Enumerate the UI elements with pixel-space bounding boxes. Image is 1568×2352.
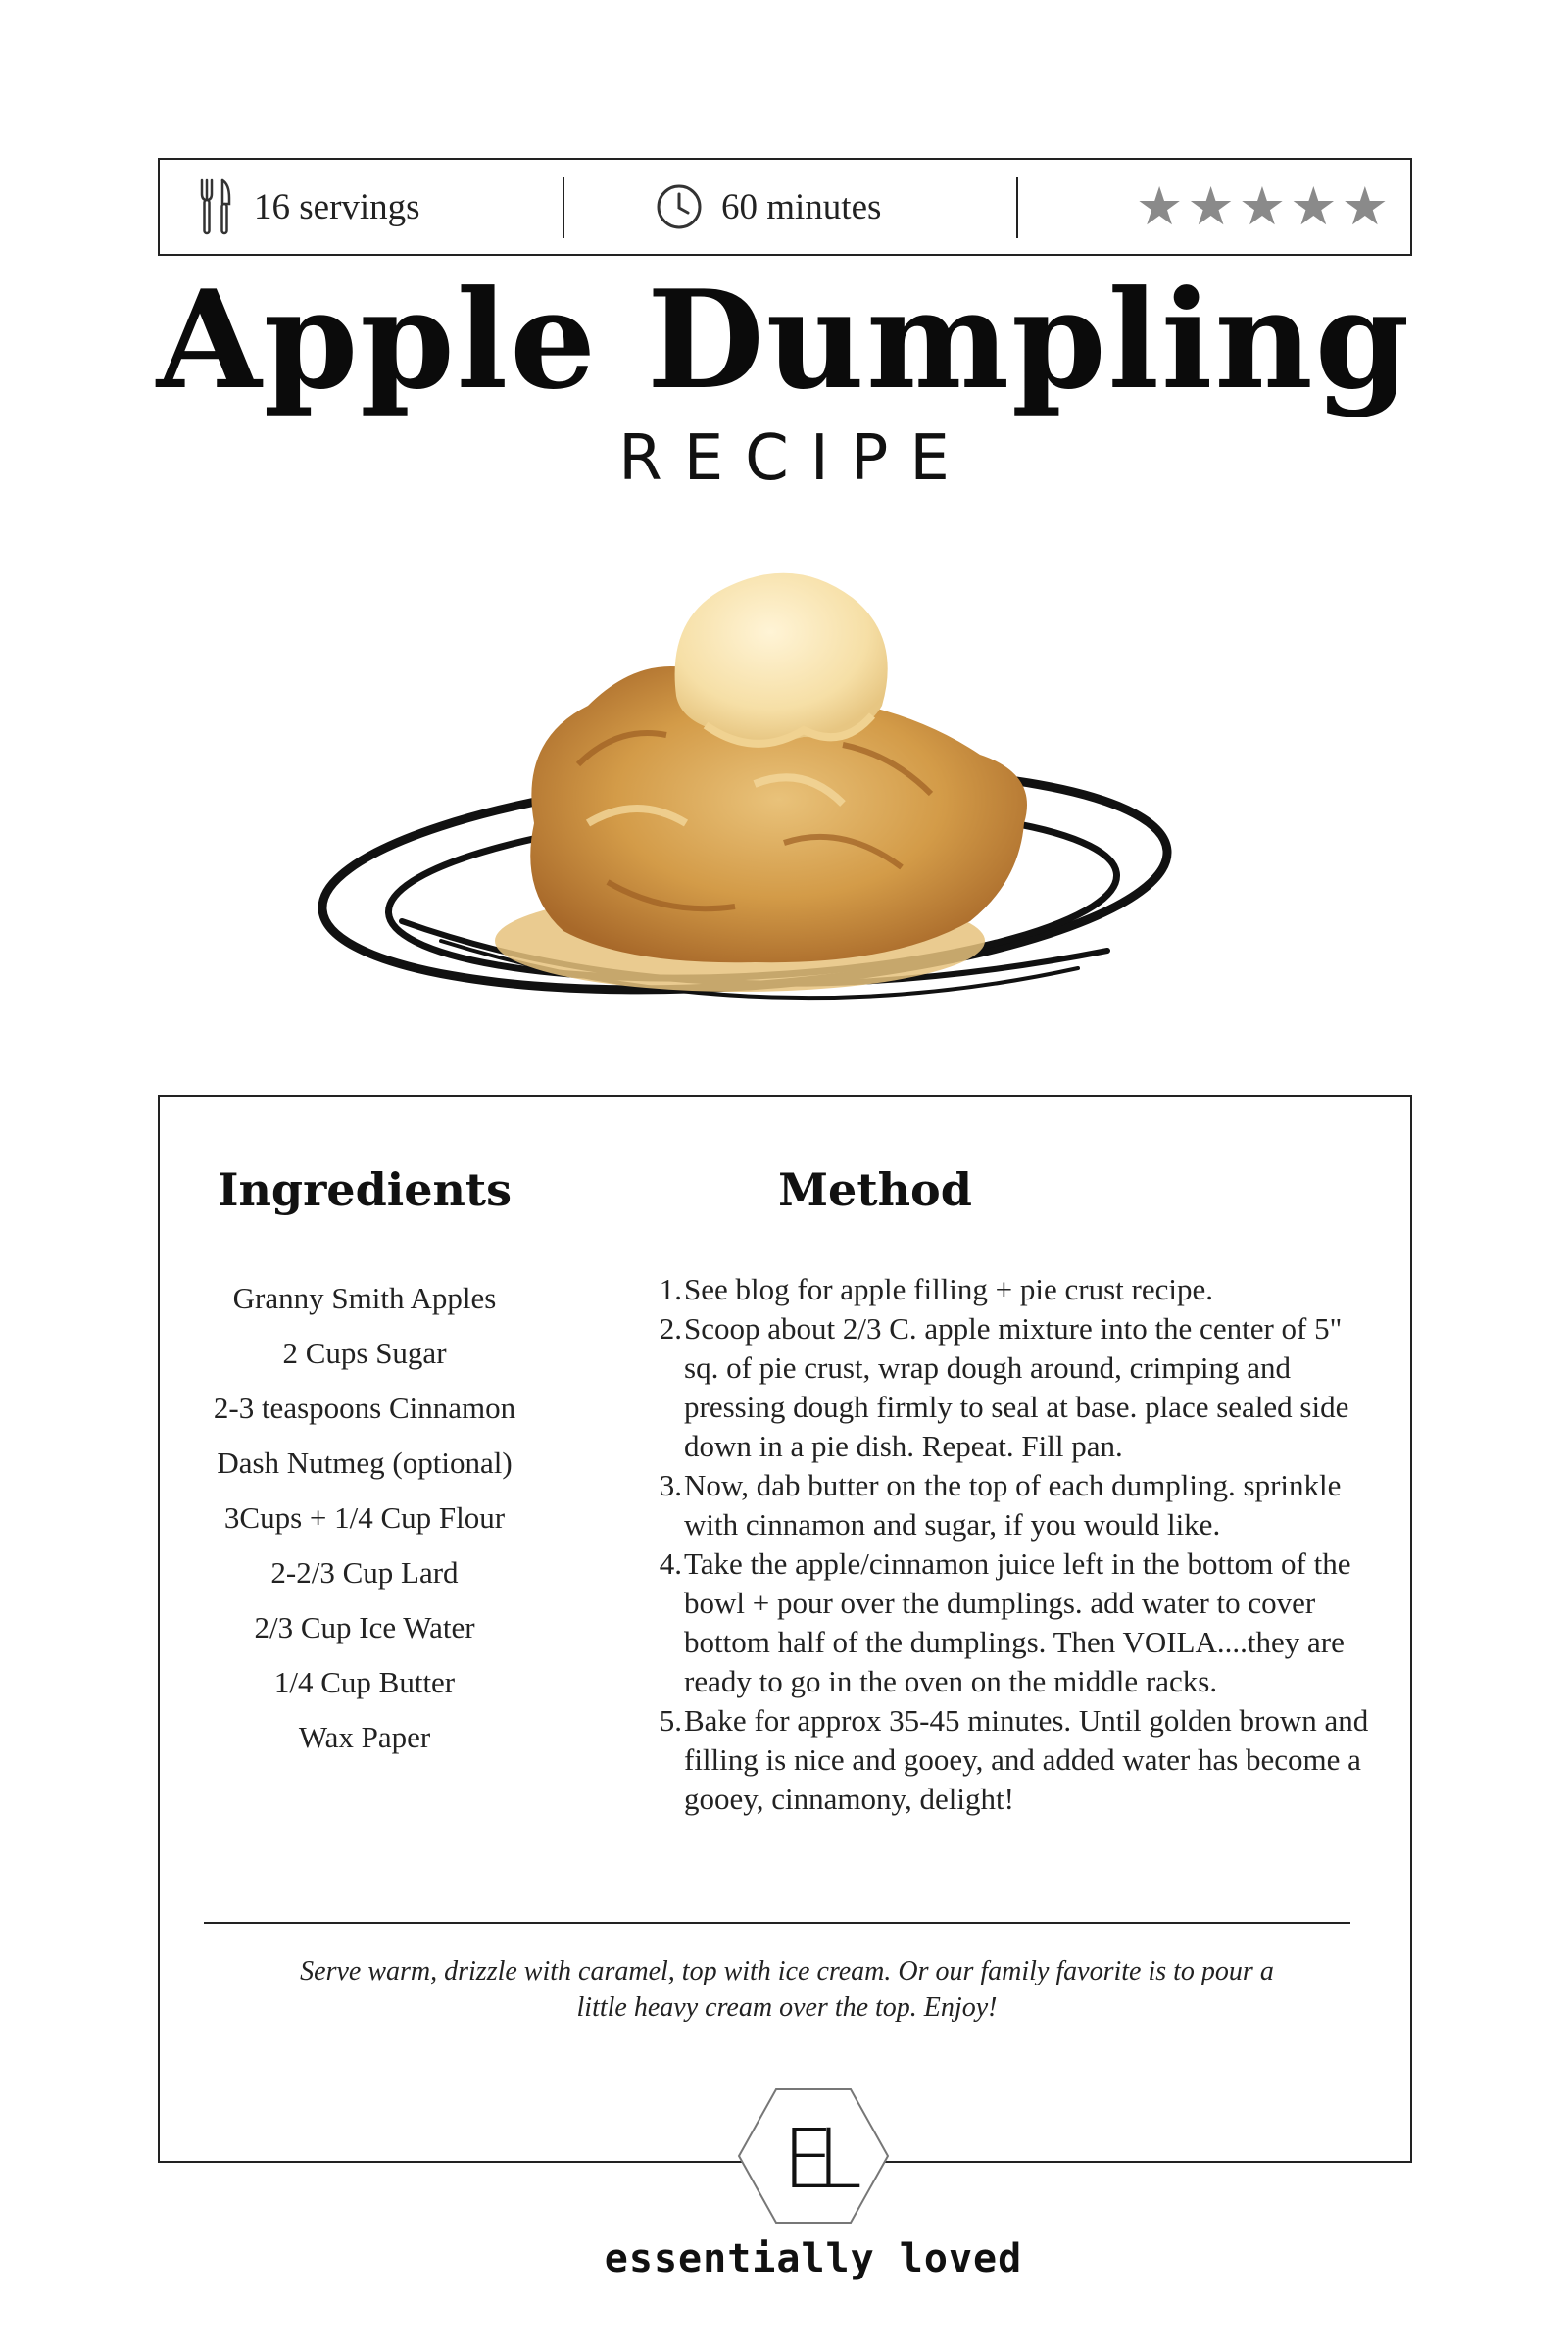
brand-name: essentially loved (604, 2236, 1023, 2281)
star-icon: ★ (1135, 175, 1184, 237)
ingredient-item: 2-3 teaspoons Cinnamon (213, 1391, 516, 1425)
step-text: Now, dab butter on the top of each dumpling. sprinkle with cinnamon and sugar, if you would like. (684, 1468, 1342, 1542)
ingredient-item: Dash Nutmeg (optional) (217, 1446, 513, 1480)
ingredients-heading: Ingredients (217, 1163, 513, 1216)
method-steps (655, 1270, 1370, 1819)
step-text: See blog for apple filling + pie crust recipe. (684, 1272, 1214, 1306)
method-step (655, 1270, 1370, 1309)
apple-dumpling-photo (294, 529, 1196, 1039)
step-number: 5 . (655, 1701, 684, 1740)
ingredient-item: 2 Cups Sugar (282, 1336, 447, 1370)
step-number: 3 . (655, 1466, 684, 1505)
ingredient-item: 3Cups + 1/4 Cup Flour (223, 1500, 506, 1535)
ingredient-item: 1/4 Cup Butter (273, 1665, 456, 1699)
method-step (655, 1466, 1370, 1544)
serving-note: Serve warm, drizzle with caramel, top with ice cream. Or our family favorite is to pour a little heavy cream over the top. Enjoy! (300, 1956, 1274, 2023)
recipe-title: Apple Dumpling (156, 260, 1412, 419)
step-number: 1 . (655, 1270, 684, 1309)
star-icon: ★ (1341, 175, 1389, 237)
step-number: 2 . (655, 1309, 684, 1348)
star-icon: ★ (1187, 175, 1235, 237)
logo-monogram: EL (782, 2111, 845, 2207)
ice-cream-scoop (675, 573, 888, 742)
method-step (655, 1701, 1370, 1819)
essentially-loved-logo (737, 2087, 890, 2225)
servings-label: 16 servings (254, 186, 420, 227)
info-divider (1016, 177, 1018, 238)
step-number: 4 . (655, 1544, 684, 1584)
method-step (655, 1544, 1370, 1701)
step-text: Scoop about 2/3 C. apple mixture into the center of 5" sq. of pie crust, wrap dough around, crimping and pressing dough firmly to seal at base. place sealed side down in a pie dish. Repeat. Fill pan. (684, 1311, 1349, 1463)
clock-icon (655, 182, 704, 231)
ingredients-list (179, 1271, 550, 1765)
ingredient-item: Granny Smith Apples (232, 1281, 497, 1315)
info-divider (563, 177, 564, 238)
ingredient-item: 2/3 Cup Ice Water (254, 1610, 475, 1644)
recipe-subtitle: RECIPE (618, 422, 971, 495)
rating-stars (1136, 160, 1389, 254)
ingredient-item: Wax Paper (298, 1720, 431, 1754)
method-step (655, 1309, 1370, 1466)
method-heading-text: Method (778, 1163, 972, 1216)
divider-line (204, 1922, 1350, 1924)
star-icon: ★ (1238, 175, 1287, 237)
servings-info (199, 160, 420, 254)
recipe-card (158, 1095, 1412, 2163)
time-info (655, 160, 881, 254)
step-text: Take the apple/cinnamon juice left in the bottom of the bowl + pour over the dumplings. add water to cover bottom half of the dumplings. Then VOILA....they are ready to go in the oven on the middle racks. (684, 1546, 1351, 1698)
time-label: 60 minutes (721, 186, 882, 227)
step-text: Bake for approx 35-45 minutes. Until golden brown and filling is nice and gooey, and added water has become a gooey, cinnamony, delight! (684, 1703, 1369, 1816)
ingredient-item: 2-2/3 Cup Lard (270, 1555, 459, 1590)
recipe-info-bar (158, 158, 1412, 256)
fork-knife-icon (199, 176, 232, 237)
star-icon: ★ (1290, 175, 1338, 237)
